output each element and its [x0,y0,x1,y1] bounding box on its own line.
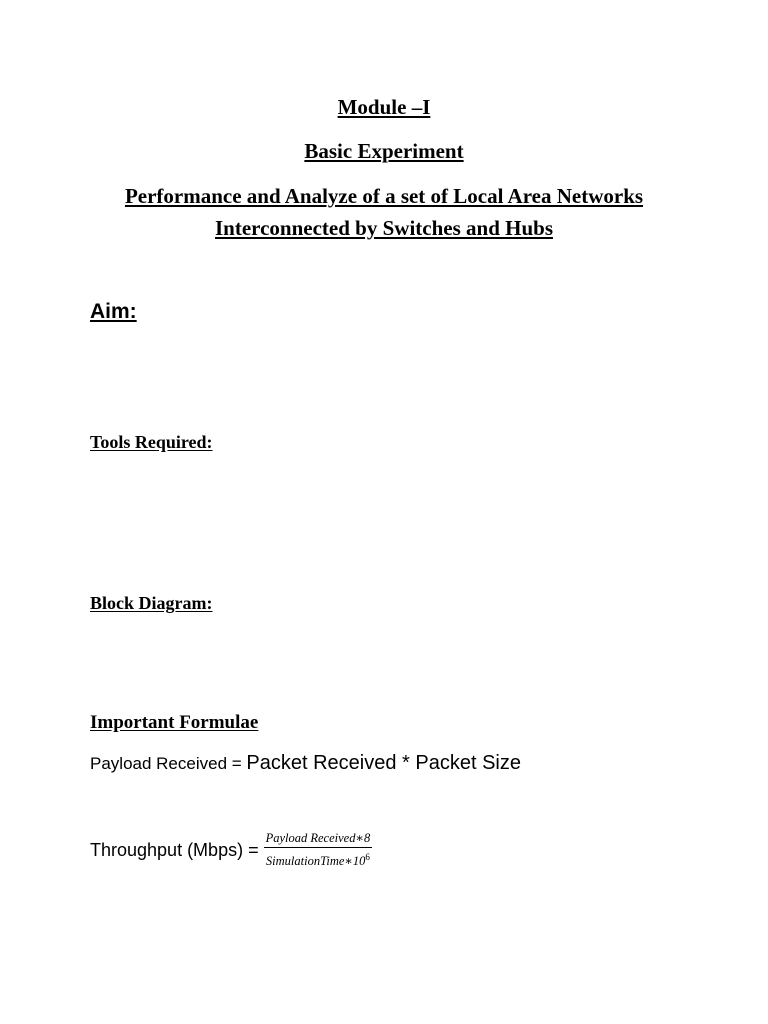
experiment-title [0,180,768,244]
throughput-formula [90,828,372,872]
throughput-numerator: Payload Received∗8 [264,830,373,848]
throughput-denominator-exponent: 6 [365,852,370,863]
payload-formula-lhs: Payload Received = [90,754,247,773]
important-formulae-heading: Important Formulae [90,712,259,733]
payload-formula-rhs: Packet Received * Packet Size [246,752,521,774]
tools-required-heading: Tools Required: [90,432,213,452]
throughput-formula-lhs: Throughput (Mbps) = [90,839,259,860]
block-diagram-heading: Block Diagram: [90,593,213,613]
experiment-title-line2: Interconnected by Switches and Hubs [215,216,553,240]
payload-formula [90,752,521,775]
experiment-title-line1: Performance and Analyze of a set of Local Area Networks [124,184,644,208]
experiment-type: Basic Experiment [304,139,464,163]
module-title: Module –I [337,95,431,119]
throughput-denominator [264,848,372,869]
aim-heading: Aim: [90,300,137,323]
throughput-denominator-base: SimulationTime∗10 [265,854,366,869]
throughput-fraction [264,830,373,869]
